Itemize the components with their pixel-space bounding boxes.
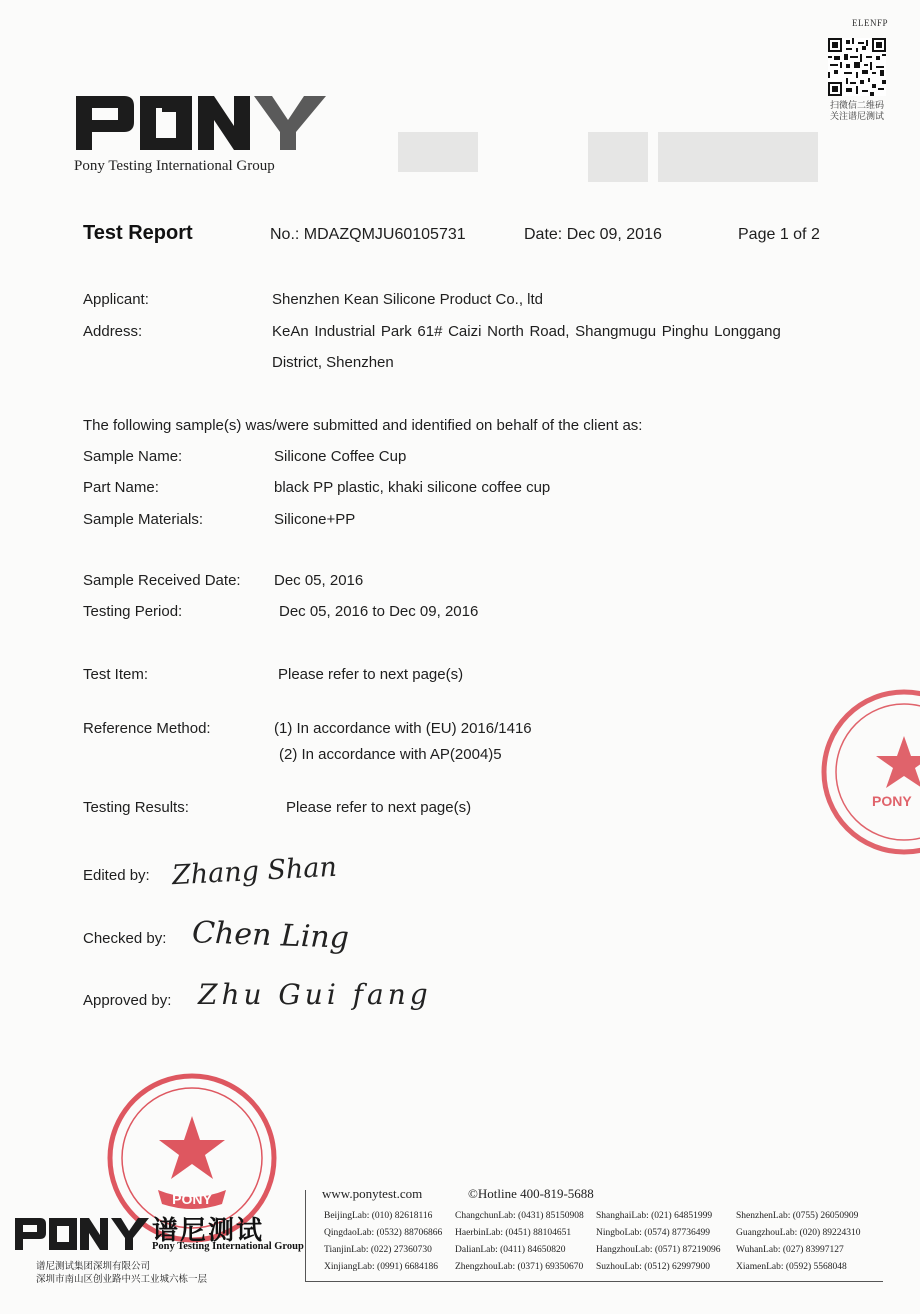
qr-code-icon [828, 38, 886, 96]
test-item-label: Test Item: [83, 666, 149, 683]
edge-seal-text: PONY [872, 793, 912, 809]
page-indicator: Page 1 of 2 [738, 226, 820, 243]
testing-period-value: Dec 05, 2016 to Dec 09, 2016 [279, 603, 479, 620]
sample-name-label: Sample Name: [83, 448, 183, 465]
lab-contact: HaerbinLab: (0451) 88104651 [455, 1228, 572, 1238]
received-date-label: Sample Received Date: [83, 572, 241, 589]
footer-company-cn: 谱尼测试集团深圳有限公司 [36, 1261, 151, 1272]
lab-contact: ZhengzhouLab: (0371) 69350670 [455, 1262, 584, 1272]
footer-divider-vertical [305, 1190, 306, 1282]
reference-method-1: (1) In accordance with (EU) 2016/1416 [274, 720, 532, 737]
intro-text: The following sample(s) was/were submitted and identified on behalf of the client as: [83, 417, 643, 434]
report-date: Date: Dec 09, 2016 [524, 226, 662, 243]
address-line-1: KeAn Industrial Park 61# Caizi North Road, Shangmugu Pinghu Longgang [272, 323, 781, 340]
test-item-value: Please refer to next page(s) [278, 666, 464, 683]
qr-caption: 扫微信二维码 关注谱尼测试 [829, 100, 884, 121]
seal-center-text: PONY [172, 1191, 212, 1207]
materials-label: Sample Materials: [83, 511, 204, 528]
watermark-logo [398, 128, 828, 190]
report-number: No.: MDAZQMJU60105731 [270, 226, 466, 243]
lab-contact: XiamenLab: (0592) 5568048 [736, 1262, 847, 1272]
pony-logo [74, 92, 329, 154]
lab-contact: SuzhouLab: (0512) 62997900 [596, 1262, 710, 1272]
hotline: ©Hotline 400-819-5688 [468, 1186, 594, 1201]
materials-value: Silicone+PP [274, 511, 356, 528]
edited-by-label: Edited by: [83, 867, 150, 884]
applicant-label: Applicant: [83, 291, 149, 308]
website-link[interactable]: www.ponytest.com [322, 1186, 423, 1201]
edited-by-signature: Zhang Shan [171, 851, 338, 892]
footer-cn-brand: 谱尼测试 [152, 1215, 265, 1245]
footer-pony-logo [14, 1216, 150, 1252]
part-name-value: black PP plastic, khaki silicone coffee cup [274, 479, 551, 496]
testing-results-value: Please refer to next page(s) [286, 799, 472, 816]
part-name-label: Part Name: [83, 479, 159, 496]
lab-contact: ShanghaiLab: (021) 64851999 [596, 1211, 713, 1221]
group-name: Pony Testing International Group [74, 158, 275, 174]
address-label: Address: [83, 323, 143, 340]
reference-method-2: (2) In accordance with AP(2004)5 [279, 746, 502, 763]
address-line-2: District, Shenzhen [272, 354, 394, 371]
lab-contact: GuangzhouLab: (020) 89224310 [736, 1228, 861, 1238]
lab-contact: WuhanLab: (027) 83997127 [736, 1245, 844, 1255]
lab-contact: QingdaoLab: (0532) 88706866 [324, 1228, 443, 1238]
lab-contact: DalianLab: (0411) 84650820 [455, 1245, 566, 1255]
report-title: Test Report [83, 222, 193, 244]
lab-contact: NingboLab: (0574) 87736499 [596, 1228, 710, 1238]
reference-method-label: Reference Method: [83, 720, 211, 737]
edge-seal-stamp [818, 688, 920, 856]
lab-contact: XinjiangLab: (0991) 6684186 [324, 1262, 438, 1272]
lab-contact: TianjinLab: (022) 27360730 [324, 1245, 432, 1255]
received-date-value: Dec 05, 2016 [274, 572, 364, 589]
approved-by-label: Approved by: [83, 992, 172, 1009]
lab-contact: ShenzhenLab: (0755) 26050909 [736, 1211, 859, 1221]
document-code: ELENFP [852, 18, 889, 28]
testing-period-label: Testing Period: [83, 603, 183, 620]
lab-contact: ChangchunLab: (0431) 85150908 [455, 1211, 584, 1221]
lab-contact: HangzhouLab: (0571) 87219096 [596, 1245, 721, 1255]
sample-name-value: Silicone Coffee Cup [274, 448, 407, 465]
footer-address-cn: 深圳市南山区创业路中兴工业城六栋一层 [36, 1274, 208, 1285]
checked-by-label: Checked by: [83, 930, 167, 947]
applicant-value: Shenzhen Kean Silicone Product Co., ltd [272, 291, 544, 308]
footer-divider-horizontal [305, 1281, 883, 1282]
lab-contact: BeijingLab: (010) 82618116 [324, 1211, 433, 1221]
testing-results-label: Testing Results: [83, 799, 189, 816]
footer-group-name: Pony Testing International Group [152, 1241, 304, 1252]
approved-by-signature: Zhu Gui fang [198, 978, 432, 1011]
checked-by-signature: Chen Ling [191, 915, 350, 956]
